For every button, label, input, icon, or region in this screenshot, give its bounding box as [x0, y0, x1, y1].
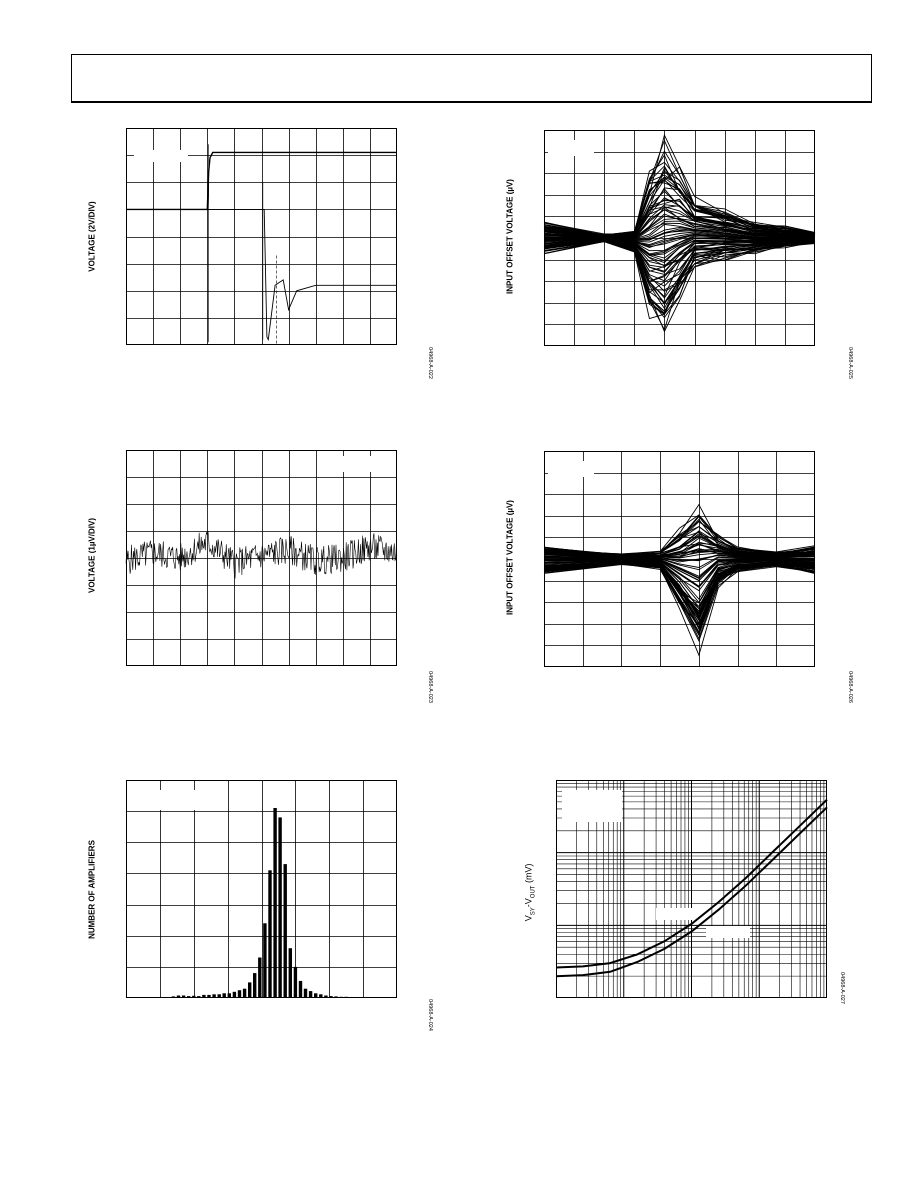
- histogram-chart: [126, 780, 397, 998]
- histogram-bar: [238, 990, 241, 998]
- histogram-bar: [324, 996, 327, 999]
- histogram-bar: [299, 981, 302, 998]
- loglog-chart: [556, 780, 827, 998]
- histogram-bar: [253, 973, 256, 998]
- histogram-bar: [212, 994, 215, 998]
- histogram-bar: [273, 808, 276, 998]
- offset-voltage-chart-2: [544, 451, 815, 667]
- series-line: [544, 562, 815, 628]
- figure-id: 04968-A-026: [847, 671, 853, 703]
- histogram-bar: [197, 996, 200, 998]
- label-box-blank: [706, 926, 750, 938]
- histogram-bar: [345, 997, 348, 998]
- figure-id: 04968-A-025: [847, 347, 853, 379]
- histogram-bar: [309, 991, 312, 998]
- histogram-bar: [233, 992, 236, 998]
- series-line: [544, 242, 815, 303]
- series-line: [544, 562, 815, 629]
- legend-box-blank: [548, 461, 594, 477]
- y-axis-label: NUMBER OF AMPLIFIERS: [87, 840, 97, 939]
- figure-id: 04968-A-027: [839, 972, 845, 1004]
- legend-box-blank: [342, 456, 394, 472]
- histogram-bar: [192, 996, 195, 998]
- histogram-bar: [329, 996, 332, 998]
- page-header-box: [71, 54, 872, 103]
- histogram-bar: [278, 817, 281, 998]
- histogram-bar: [187, 996, 190, 998]
- figure-id: 04968-A-023: [427, 671, 433, 703]
- series-line: [126, 531, 397, 578]
- noise-voltage-chart: [126, 450, 397, 666]
- histogram-bar: [248, 982, 251, 998]
- y-axis-label: INPUT OFFSET VOLTAGE (µV): [505, 179, 515, 294]
- histogram-bar: [284, 864, 287, 998]
- y-axis-label: VOLTAGE (1µV/DIV): [87, 518, 97, 593]
- series-line: [544, 151, 815, 236]
- figure-id: 04968-A-022: [427, 347, 433, 379]
- histogram-bar: [172, 996, 175, 998]
- histogram-bar: [289, 948, 292, 998]
- histogram-bar: [207, 995, 210, 998]
- figure-id: 04968-A-024: [427, 999, 433, 1031]
- legend-box-blank: [548, 140, 594, 156]
- histogram-bar: [334, 996, 337, 998]
- histogram-bar: [339, 997, 342, 998]
- step-response-chart: [126, 128, 397, 345]
- histogram-bar: [304, 989, 307, 998]
- offset-voltage-chart-1: [544, 130, 815, 346]
- histogram-bar: [294, 967, 297, 998]
- histogram-bar: [268, 870, 271, 998]
- histogram-bar: [182, 996, 185, 999]
- histogram-bar: [218, 994, 221, 998]
- histogram-bar: [202, 995, 205, 998]
- histogram-bar: [263, 923, 266, 998]
- histogram-bar: [177, 996, 180, 999]
- histogram-bar: [258, 958, 261, 999]
- legend-box-blank: [134, 150, 188, 162]
- legend-box-blank: [134, 790, 214, 810]
- y-axis-label: VOLTAGE (2V/DIV): [87, 201, 97, 272]
- histogram-bar: [228, 993, 231, 998]
- series-line: [207, 209, 397, 339]
- y-axis-label: $V_{SY}-V_{OUT}$ (mV): [523, 863, 537, 922]
- histogram-bar: [223, 993, 226, 998]
- legend-box-blank: [562, 790, 622, 822]
- histogram-bar: [319, 994, 322, 998]
- y-axis-label: INPUT OFFSET VOLTAGE (µV): [505, 500, 515, 615]
- series-line: [544, 562, 815, 627]
- histogram-bar: [314, 993, 317, 998]
- histogram-bar: [243, 989, 246, 998]
